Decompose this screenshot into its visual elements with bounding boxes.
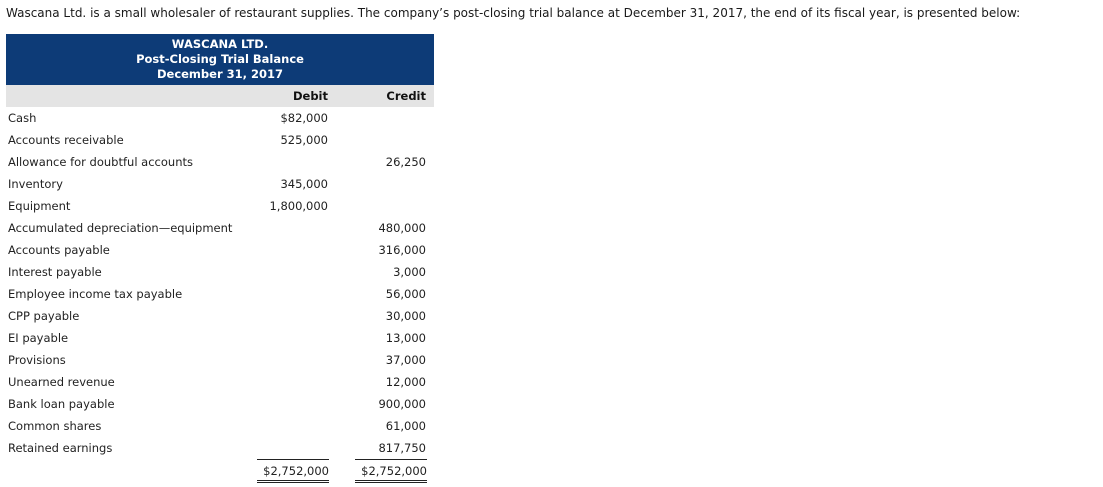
table-row bbox=[0, 195, 440, 217]
table-row bbox=[0, 283, 440, 305]
account-name: Equipment bbox=[8, 199, 71, 213]
credit-amount: 56,000 bbox=[385, 287, 426, 301]
account-name: Accounts receivable bbox=[8, 133, 124, 147]
credit-amount: 817,750 bbox=[378, 441, 426, 455]
account-name: Interest payable bbox=[8, 265, 102, 279]
account-name: Cash bbox=[8, 111, 37, 125]
table-row bbox=[0, 173, 440, 195]
credit-amount: 3,000 bbox=[393, 265, 426, 279]
account-name: Employee income tax payable bbox=[8, 287, 183, 301]
table-row bbox=[0, 305, 440, 327]
table-row bbox=[0, 327, 440, 349]
table-row bbox=[0, 393, 440, 415]
account-name: Bank loan payable bbox=[8, 397, 115, 411]
debit-column-header: Debit bbox=[292, 89, 328, 103]
account-name: Accumulated depreciation—equipment bbox=[8, 221, 233, 235]
account-name: Unearned revenue bbox=[8, 375, 115, 389]
account-name: CPP payable bbox=[8, 309, 80, 323]
table-row bbox=[0, 415, 440, 437]
table-row bbox=[0, 261, 440, 283]
account-name: Inventory bbox=[8, 177, 63, 191]
table-row bbox=[0, 371, 440, 393]
account-name: Accounts payable bbox=[8, 243, 110, 257]
account-name: Common shares bbox=[8, 419, 102, 433]
debit-amount: 1,800,000 bbox=[269, 199, 328, 213]
table-row bbox=[0, 217, 440, 239]
credit-amount: 13,000 bbox=[385, 331, 426, 345]
statement-date: December 31, 2017 bbox=[156, 67, 284, 81]
debit-total: $2,752,000 bbox=[257, 459, 329, 483]
account-name: Retained earnings bbox=[8, 441, 113, 455]
statement-header bbox=[6, 34, 434, 85]
credit-amount: 26,250 bbox=[385, 155, 426, 169]
credit-amount: 12,000 bbox=[385, 375, 426, 389]
table-row bbox=[0, 129, 440, 151]
table-row bbox=[0, 349, 440, 371]
statement-title: Post-Closing Trial Balance bbox=[136, 52, 304, 66]
trial-balance-rows bbox=[0, 107, 440, 459]
debit-amount: 525,000 bbox=[280, 133, 328, 147]
credit-amount: 316,000 bbox=[378, 243, 426, 257]
table-row bbox=[0, 239, 440, 261]
account-name: Allowance for doubtful accounts bbox=[8, 155, 193, 169]
debit-amount: 345,000 bbox=[280, 177, 328, 191]
table-row bbox=[0, 107, 440, 129]
debit-amount: $82,000 bbox=[280, 111, 328, 125]
credit-column-header: Credit bbox=[386, 89, 426, 103]
account-name: EI payable bbox=[8, 331, 69, 345]
table-row bbox=[0, 437, 440, 459]
company-name: WASCANA LTD. bbox=[171, 37, 269, 51]
credit-amount: 30,000 bbox=[385, 309, 426, 323]
credit-amount: 900,000 bbox=[378, 397, 426, 411]
table-row bbox=[0, 151, 440, 173]
credit-amount: 37,000 bbox=[385, 353, 426, 367]
credit-total: $2,752,000 bbox=[355, 459, 427, 483]
account-name: Provisions bbox=[8, 353, 66, 367]
intro-text: Wascana Ltd. is a small wholesaler of restaurant supplies. The company’s post-closing trial balance at December 31, 2017, the end of its fiscal year, is presented below: bbox=[6, 6, 1021, 20]
credit-amount: 480,000 bbox=[378, 221, 426, 235]
totals-row bbox=[0, 459, 440, 487]
credit-amount: 61,000 bbox=[385, 419, 426, 433]
